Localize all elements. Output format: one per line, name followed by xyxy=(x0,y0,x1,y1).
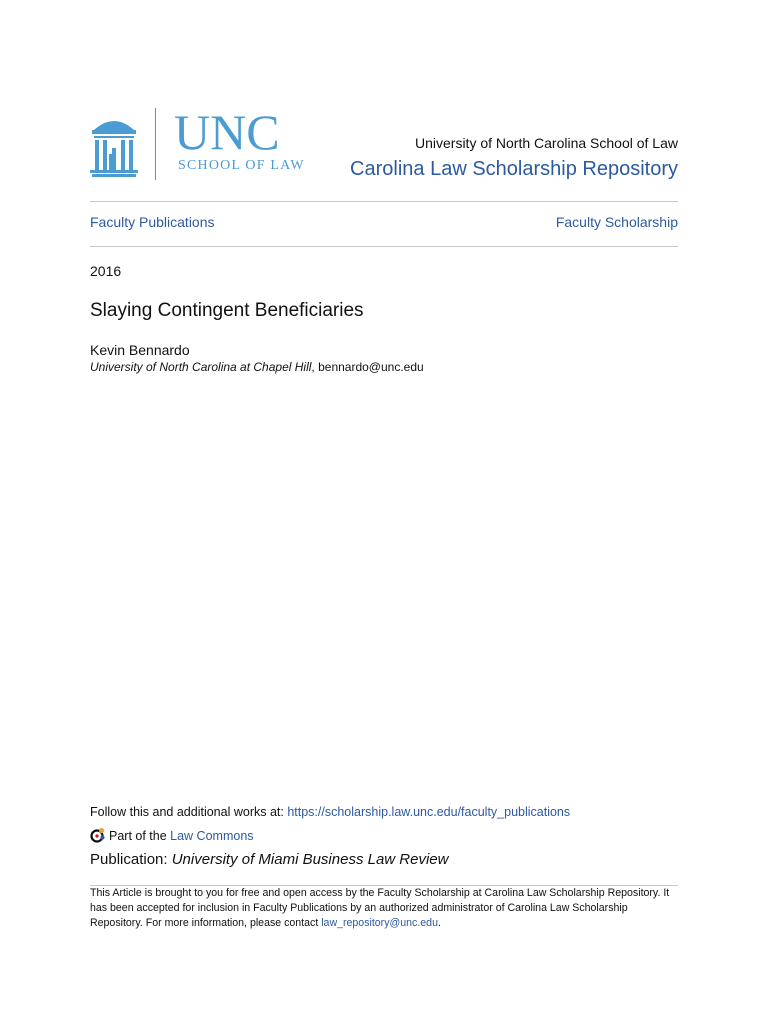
logo-divider xyxy=(155,108,156,180)
follow-url-link[interactable]: https://scholarship.law.unc.edu/faculty_publications xyxy=(287,805,571,819)
network-commons-icon xyxy=(90,827,106,843)
publication-name: University of Miami Business Law Review xyxy=(171,851,449,868)
logo-school-text: SCHOOL OF LAW xyxy=(178,158,305,173)
footer-notice xyxy=(90,886,670,931)
old-well-logo-icon xyxy=(90,110,138,178)
part-of-prefix: Part of the xyxy=(109,829,171,843)
top-divider xyxy=(90,201,678,202)
part-of-line xyxy=(90,827,254,845)
institution-name: University of North Carolina School of Law xyxy=(414,135,678,151)
contact-email-link[interactable]: law_repository@unc.edu xyxy=(321,917,438,929)
affiliation-institution: University of North Carolina at Chapel Hill xyxy=(90,360,312,374)
law-commons-link[interactable]: Law Commons xyxy=(170,829,254,843)
author-email: bennardo@unc.edu xyxy=(318,360,424,374)
article-title: Slaying Contingent Beneficiaries xyxy=(90,300,364,321)
author-name: Kevin Bennardo xyxy=(90,342,190,358)
footer-text: This Article is brought to you for free and open access by the Faculty Scholarship at Carolina Law Scholarship Repository. It has been accepted for inclusion in Faculty Publications by an authorized administrator of Carolina Law Scholarship Repository. For more information, please contact xyxy=(90,887,670,929)
unc-law-logo[interactable] xyxy=(90,106,330,182)
logo-unc-text: UNC xyxy=(174,104,280,160)
repository-link[interactable]: Carolina Law Scholarship Repository xyxy=(350,158,678,180)
affiliation-separator: , xyxy=(311,360,319,374)
faculty-publications-link[interactable]: Faculty Publications xyxy=(90,214,215,230)
header xyxy=(90,106,678,182)
nav-divider xyxy=(90,246,678,247)
publication-year: 2016 xyxy=(90,263,122,279)
publication-line xyxy=(90,851,448,868)
publication-label: Publication: xyxy=(90,851,172,868)
follow-line xyxy=(90,805,570,819)
footer-end: . xyxy=(437,917,441,929)
author-affiliation xyxy=(90,360,424,374)
faculty-scholarship-link[interactable]: Faculty Scholarship xyxy=(555,214,678,230)
follow-prefix: Follow this and additional works at: xyxy=(90,805,288,819)
